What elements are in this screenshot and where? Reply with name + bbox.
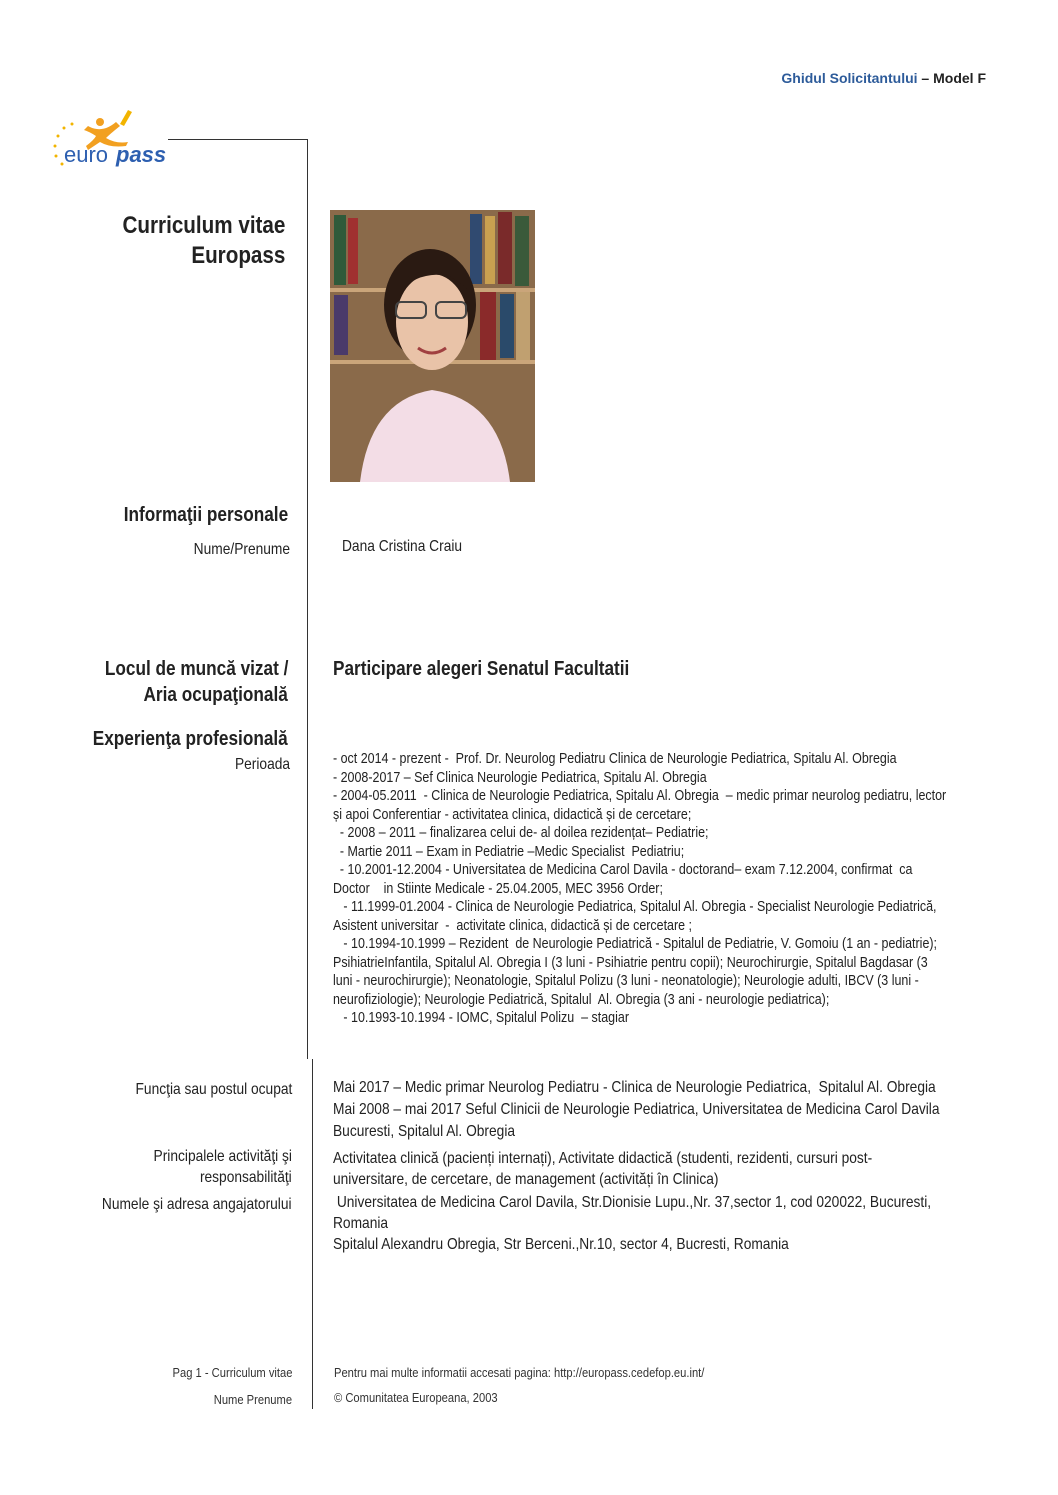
experience-list [333,750,946,1028]
footer-copyright: © Comunitatea Europeana, 2003 [334,1390,498,1405]
page-suffix: - Curriculum vitae [201,1365,292,1380]
name-value: Dana Cristina Craiu [342,538,463,555]
experience-line: - Martie 2011 – Exam in Pediatrie –Medic Specialist Pediatriu; [333,843,685,860]
personal-info-heading: Informaţii personale [123,504,288,526]
job-target-label-2: Aria ocupaţională [143,684,288,706]
experience-line: - 10.1994-10.1999 – Rezident de Neurologie Pediatrică - Spitalul de Pediatrie, V. Gomoiu (1 an - pediatrie); [333,936,938,952]
model-label: Model F [933,70,986,86]
activities-label-2: responsabilităţi [200,1169,292,1186]
activities-line: Activitatea clinică (pacienți internați), Activitate didactică (studenti, rezidenti, cursuri post- [333,1150,873,1167]
experience-heading: Experienţa profesională [92,728,288,750]
experience-line: - 10.1993-10.1994 - IOMC, Spitalul Polizu – stagiar [333,1010,629,1026]
employer-value [333,1192,931,1255]
europass-logo [50,104,180,174]
activities-line: universitare, de cercetare, de management (activități în Clinica) [333,1171,719,1188]
logo-text-regular: euro [64,142,109,167]
experience-line: neurofiziologie); Neurologie Pediatrică, Spitalul Al. Obregia (3 ani - neurologie pediatrica); [333,991,830,1008]
logo-text-bold: pass [116,142,167,167]
header-divider [168,139,308,140]
experience-line: - 11.1999-01.2004 - Clinica de Neurologie Pediatrica, Spitalul Al. Obregia - Specialist Neurologie Pediatrică, [333,899,937,915]
experience-line: - oct 2014 - prezent - Prof. Dr. Neurolog Pediatru Clinica de Neurologie Pediatrica, Spitalu Al. Obregia [333,751,897,767]
experience-line: luni - neurochirurgie); Neonatologie, Spitalul Polizu (3 luni - neonatologie); Neurologie adulti, IBCV (3 luni - [333,973,919,989]
footer-page [172,1365,292,1380]
column-divider [307,139,308,1059]
period-label: Perioada [234,756,290,773]
position-value [333,1077,940,1143]
job-target-label-1: Locul de muncă vizat / [104,658,288,680]
footer-info: Pentru mai multe informatii accesati pagina: http://europass.cedefop.eu.int/ [334,1365,705,1380]
europass-figure-icon [50,104,180,174]
activities-value [333,1148,872,1190]
experience-line: PsihiatrieInfantila, Spitalul Al. Obregia I (3 luni - Psihiatrie pentru copii); Neurochirurgie, Spitalul Bagdasar (3 [333,954,928,971]
position-line: Bucuresti, Spitalul Al. Obregia [333,1123,516,1140]
activities-label-1: Principalele activităţi şi [153,1148,292,1165]
cv-title-line1: Curriculum vitae [122,212,285,239]
employer-line: Spitalul Alexandru Obregia, Str Berceni.,Nr.10, sector 4, Bucresti, Romania [333,1236,789,1253]
experience-line: Doctor in Stiinte Medicale - 25.04.2005, MEC 3956 Order; [333,880,663,897]
employer-label: Numele şi adresa angajatorului [102,1196,292,1213]
experience-line: - 2008-2017 – Sef Clinica Neurologie Pediatrica, Spitalu Al. Obregia [333,769,707,786]
page-prefix: Pag [172,1365,196,1380]
job-target-value: Participare alegeri Senatul Facultatii [333,658,630,680]
footer-name: Nume Prenume [213,1392,292,1407]
experience-line: Asistent universitar - activitate clinica, didactică și de cercetare ; [333,917,693,934]
experience-line: - 2008 – 2011 – finalizarea celui de- al doilea rezidențat– Pediatrie; [333,825,709,841]
profile-photo [330,210,535,482]
experience-line: - 2004-05.2011 - Clinica de Neurologie Pediatrica, Spitalu Al. Obregia – medic primar neurolog pediatru, lector [333,788,947,804]
cv-title-line2: Europass [190,242,285,269]
header-separator: – [917,70,934,86]
experience-line: - 10.2001-12.2004 - Universitatea de Medicina Carol Davila - doctorand– exam 7.12.2004, confirmat ca [333,862,913,878]
column-divider-lower [312,1059,313,1409]
position-line: Mai 2017 – Medic primar Neurolog Pediatru - Clinica de Neurologie Pediatrica, Spitalul Al. Obregia [333,1079,936,1096]
page-number: 1 [195,1365,202,1380]
employer-line: Romania [333,1215,389,1232]
document-header [781,70,986,86]
name-label: Nume/Prenume [193,541,290,558]
employer-line: Universitatea de Medicina Carol Davila, Str.Dionisie Lupu.,Nr. 37,sector 1, cod 020022, Bucuresti, [333,1194,932,1211]
position-label: Funcţia sau postul ocupat [135,1081,292,1098]
position-line: Mai 2008 – mai 2017 Seful Clinicii de Neurologie Pediatrica, Universitatea de Medicina Carol Davila [333,1101,940,1118]
experience-line: și apoi Conferentiar - activitatea clinica, didactică și de cercetare; [333,806,692,823]
guide-title: Ghidul Solicitantului [781,70,918,86]
